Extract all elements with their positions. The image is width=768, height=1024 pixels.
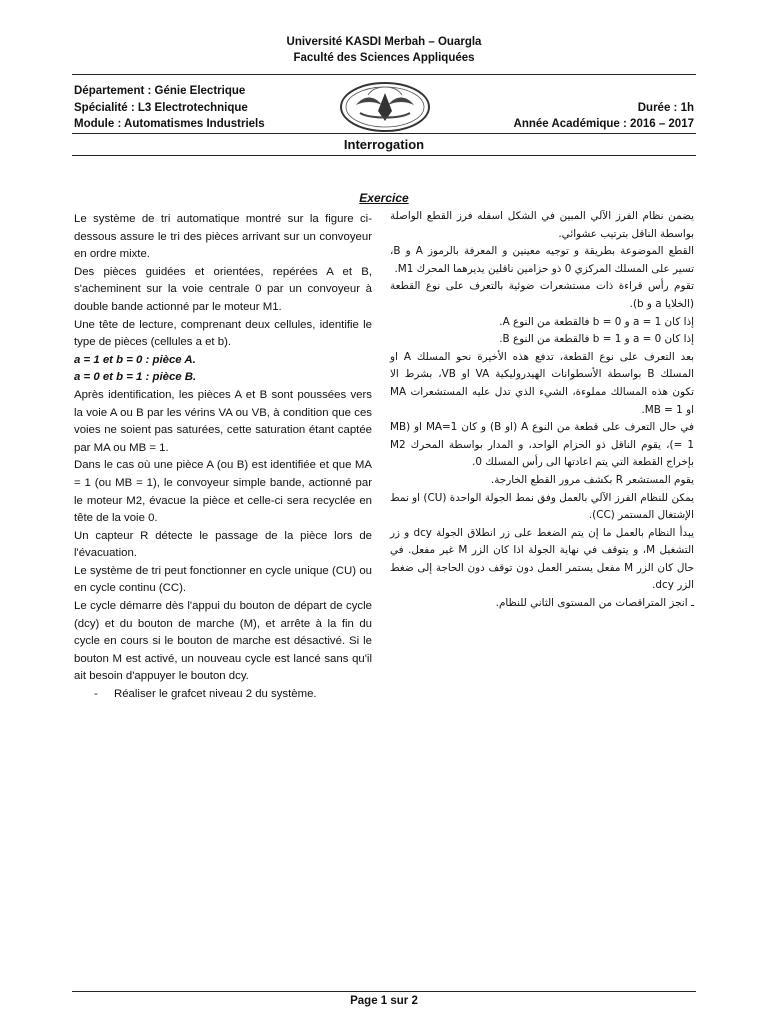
arabic-text-column: [390, 208, 694, 613]
fr-paragraph: Le cycle démarre dès l'appui du bouton de départ de cycle (dcy) et du bouton de marche (M), et arrête à la fin du cycle en cours si le bouton de marche est désactivé. Si le bouton M est activé, un nouveau cycle est lancé sans qu'il ait besoin d'appuyer le bouton dcy.: [74, 600, 372, 683]
ar-paragraph: بعد التعرف على نوع القطعة، تدفع هذه الأخيرة نحو المسلك A او المسلك B بواسطة الأسطوانات الهيدروليكية VA او VB، بشرط الا تكون هذه المسالك مملوءة، الشيء الذي تدل عليه المستشعرات MA او MB = 1.: [390, 350, 694, 416]
speciality-label: Spécialité : L3 Electrotechnique: [74, 102, 248, 114]
faculty-name: Faculté des Sciences Appliquées: [293, 52, 475, 64]
academic-year-label: Année Académique : 2016 – 2017: [513, 118, 694, 130]
header-top-rule: [72, 74, 696, 75]
ar-paragraph: إذا كان a = 1 و b = 0 فالقطعة من النوع A.: [499, 315, 694, 328]
ar-paragraph: يقوم المستشعر R بكشف مرور القطع الخارجة.: [490, 473, 694, 486]
fr-paragraph: Le système de tri peut fonctionner en cycle unique (CU) ou en cycle continu (CC).: [74, 564, 372, 595]
footer-rule: [72, 991, 696, 992]
fr-task-item: [74, 686, 372, 704]
fr-paragraph: Des pièces guidées et orientées, repérées A et B, s'acheminent sur la voie centrale 0 par un convoyeur à double bande actionné par le moteur M1.: [74, 265, 372, 313]
fr-paragraph-piece-a: a = 1 et b = 0 : pièce A.: [74, 353, 196, 366]
ar-task: ـ انجز المتراقصات من المستوى الثاني للنظام.: [495, 597, 694, 610]
fr-paragraph: Le système de tri automatique montré sur la figure ci-dessous assure le tri des pièces arrivant sur un convoyeur en ordre mixte.: [74, 213, 372, 261]
fr-paragraph-piece-b: a = 0 et b = 1 : pièce B.: [74, 371, 197, 384]
header-bottom-rule: [72, 133, 696, 134]
ar-paragraph: يبدأ النظام بالعمل ما إن يتم الضغط على زر انطلاق الجولة dcy و زر التشغيل M، و يتوقف في نهاية الجولة اذا كان الزر M غير مفعل. في حال كان الزر M مفعل يستمر العمل دون توقف دون الحاجة إلى ضغط الزر dcy.: [390, 526, 694, 592]
page-title: Interrogation: [343, 137, 425, 152]
fr-paragraph: Après identification, les pièces A et B sont poussées vers la voie A ou B par les vérins VA ou VB, à condition que ces voies ne soient pas saturées, cette saturation étant captée par MA ou MB = 1.: [74, 388, 372, 454]
university-logo: [338, 81, 432, 133]
ar-paragraph: القطع الموضوعة بطريقة و توجيه معينين و المعرفة بالرموز A و B، تسير على المسلك المركزي 0 ذو حزامين ناقلين يديرهما المحرك M1.: [390, 245, 694, 275]
fr-task-text: Réaliser le grafcet niveau 2 du système.: [114, 688, 317, 701]
fr-paragraph: Dans le cas où une pièce A (ou B) est identifiée et que MA = 1 (ou MB = 1), le convoyeur simple bande, actionné par le moteur M2, évacue la pièce et celle-ci sera recyclée en tête de la voie 0.: [74, 459, 372, 525]
fr-paragraph: Une tête de lecture, comprenant deux cellules, identifie le type de pièces (cellules a et b).: [74, 318, 372, 349]
ar-paragraph: يضمن نظام الفرز الآلي المبين في الشكل اسفله فرز القطع الواصلة بواسطة الناقل بترتيب عشوائي.: [390, 210, 694, 240]
exercise-heading: Exercice: [359, 191, 409, 205]
university-name: Université KASDI Merbah – Ouargla: [286, 36, 482, 48]
page-number: Page 1 sur 2: [350, 995, 418, 1007]
title-rule: [72, 155, 696, 156]
ar-paragraph: إذا كان a = 0 و b = 1 فالقطعة من النوع B.: [499, 333, 694, 346]
fr-paragraph: Un capteur R détecte le passage de la pièce lors de l'évacuation.: [74, 529, 372, 560]
module-label: Module : Automatismes Industriels: [74, 118, 265, 130]
department-label: Département : Génie Electrique: [74, 85, 246, 97]
french-text-column: [74, 211, 372, 704]
duration-label: Durée : 1h: [637, 102, 694, 114]
ar-paragraph: تقوم رأس قراءة ذات مستشعرات ضوئية بالتعرف على نوع القطعة (الخلايا a و b).: [390, 280, 694, 310]
ar-paragraph: يمكن للنظام الفرز الآلي بالعمل وفق نمط الجولة الواحدة (CU) او نمط الإشتغال المستمر (CC).: [390, 491, 694, 522]
fr-task-dash: -: [94, 688, 98, 701]
ar-paragraph: في حال التعرف على قطعة من النوع A (او B) و كان MA=1 او (MB = 1)، يقوم الناقل ذو الحزام الواحد، و المدار بواسطة المحرك M2 بإخراج القطعة التي يتم اعادتها الى رأس المسلك 0.: [390, 421, 694, 469]
